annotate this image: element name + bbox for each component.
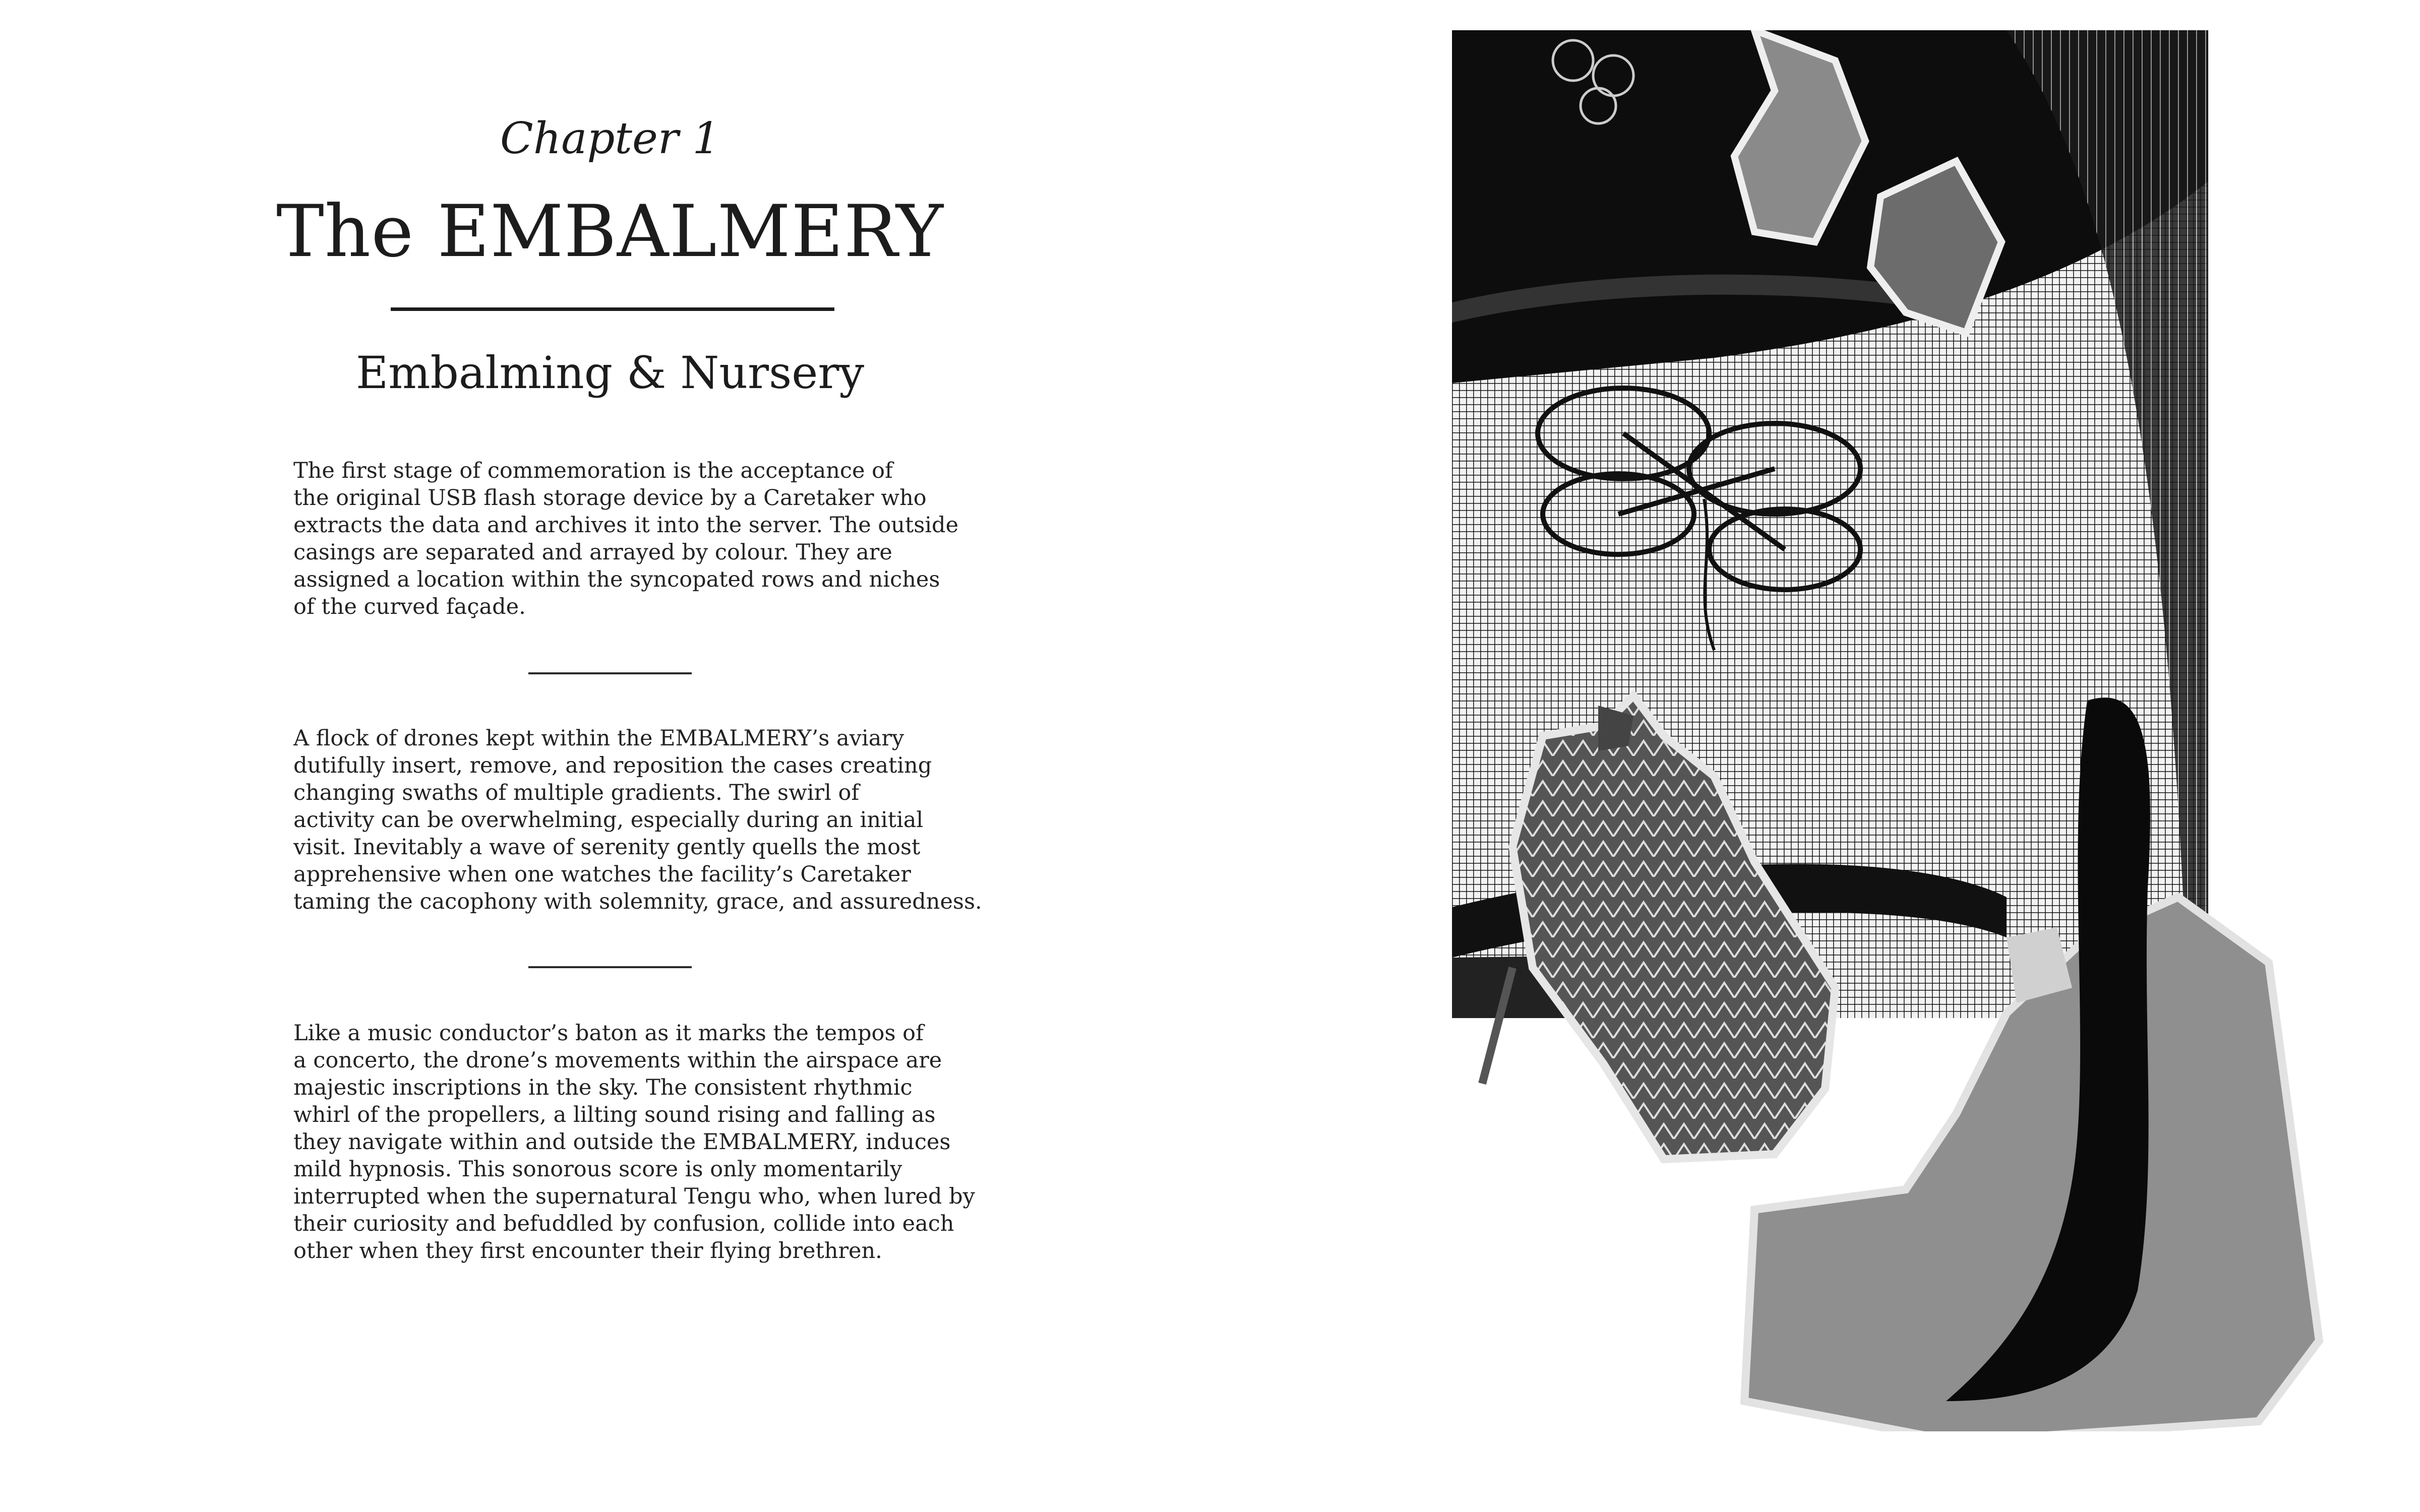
paragraph-line: mild hypnosis. This sonorous score is only momentarily bbox=[293, 1157, 902, 1182]
chapter-label: Chapter 1 bbox=[500, 113, 720, 164]
paragraph-line: activity can be overwhelming, especially during an initial bbox=[293, 807, 924, 833]
paragraph-line: casings are separated and arrayed by colour. They are bbox=[293, 540, 892, 565]
section-divider bbox=[528, 966, 692, 968]
paragraph-line: changing swaths of multiple gradients. The swirl of bbox=[293, 780, 860, 805]
embalmery-illustration bbox=[1452, 30, 2339, 1431]
page-title: The EMBALMERY bbox=[276, 190, 944, 273]
paragraph-line: taming the cacophony with solemnity, grace, and assuredness. bbox=[293, 889, 982, 914]
paragraph-line: they navigate within and outside the EMBALMERY, induces bbox=[293, 1129, 951, 1155]
paragraph-3 bbox=[293, 1020, 979, 1265]
paragraph-line: other when they first encounter their flying brethren. bbox=[293, 1238, 882, 1264]
paragraph-line: extracts the data and archives it into the server. The outside bbox=[293, 513, 959, 538]
title-divider bbox=[391, 307, 834, 311]
paragraph-line: A flock of drones kept within the EMBALMERY’s aviary bbox=[293, 726, 904, 751]
paragraph-line: of the curved façade. bbox=[293, 594, 526, 619]
paragraph-2 bbox=[293, 725, 982, 915]
paragraph-line: the original USB flash storage device by a Caretaker who bbox=[293, 485, 927, 511]
paragraph-1 bbox=[293, 457, 979, 620]
paragraph-line: Like a music conductor’s baton as it marks the tempos of bbox=[293, 1021, 924, 1046]
paragraph-line: assigned a location within the syncopated rows and niches bbox=[293, 567, 940, 592]
paragraph-line: interrupted when the supernatural Tengu who, when lured by bbox=[293, 1184, 975, 1209]
paragraph-line: their curiosity and befuddled by confusion, collide into each bbox=[293, 1211, 954, 1236]
section-divider bbox=[528, 672, 692, 674]
paragraph-line: The first stage of commemoration is the acceptance of bbox=[293, 458, 893, 483]
paragraph-line: dutifully insert, remove, and reposition the cases creating bbox=[293, 753, 932, 778]
paragraph-line: visit. Inevitably a wave of serenity gently quells the most bbox=[293, 835, 921, 860]
paragraph-line: apprehensive when one watches the facility’s Caretaker bbox=[293, 862, 911, 887]
paragraph-line: a concerto, the drone’s movements within the airspace are bbox=[293, 1048, 942, 1073]
paragraph-line: whirl of the propellers, a lilting sound rising and falling as bbox=[293, 1102, 936, 1127]
paragraph-line: majestic inscriptions in the sky. The consistent rhythmic bbox=[293, 1075, 913, 1100]
page-subtitle: Embalming & Nursery bbox=[355, 347, 865, 399]
